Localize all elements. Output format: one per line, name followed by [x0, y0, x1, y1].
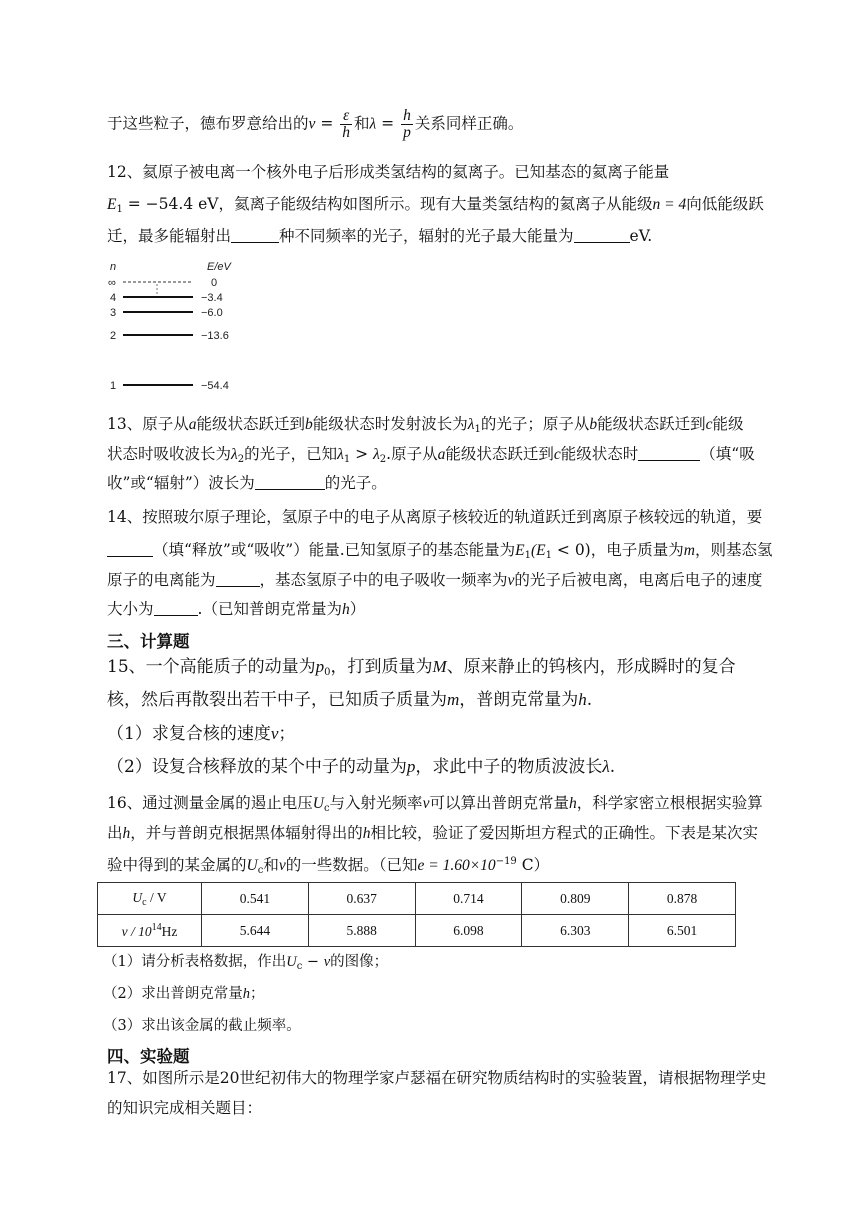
subscript: c: [323, 803, 330, 814]
text: ；: [249, 986, 265, 1002]
text: 原子的电离能为: [107, 571, 216, 589]
symbol-a: a: [188, 416, 197, 433]
n-axis-label: n: [110, 261, 117, 273]
text: eV.: [629, 227, 653, 245]
formula-lambda: λ: [369, 115, 377, 133]
energy-axis-label: E/eV: [207, 261, 231, 273]
symbol-c: c: [705, 416, 713, 433]
table-cell: 5.888: [308, 915, 415, 947]
subscript: c: [142, 896, 147, 908]
text: 能级状态跃迁到: [445, 445, 554, 463]
fraction-num: ε: [340, 108, 352, 125]
symbol-U: U: [132, 889, 143, 905]
q11-text-end: 关系同样正确。: [414, 114, 524, 133]
text: 收”或“辐射”）波长为: [107, 474, 255, 492]
symbol-nu: ν: [278, 857, 286, 874]
symbol-M: M: [432, 657, 447, 676]
fraction-eps-h: [340, 108, 352, 141]
text: 验中得到的某金属的: [107, 856, 247, 874]
q14-line2: [107, 539, 772, 567]
text: ，普朗克常量为: [459, 690, 579, 710]
symbol-p: p: [315, 657, 325, 676]
constant-e: e = 1.60×10: [417, 857, 496, 874]
text: ，打到质量为: [330, 657, 433, 677]
text: （2）设复合核释放的某个中子的动量为: [107, 757, 407, 777]
level-n-label: 2: [110, 330, 117, 342]
answer-blank[interactable]: [107, 541, 153, 557]
level-energy-label: 0: [211, 277, 218, 289]
symbol-nu: ν / 10: [121, 923, 152, 939]
table-cell: 6.501: [629, 915, 736, 947]
symbol-lambda: λ: [373, 446, 380, 463]
symbol-n: n = 4: [652, 196, 687, 213]
text: 和: [263, 856, 279, 874]
operator: −: [302, 954, 324, 970]
fraction-h-p: [401, 108, 413, 141]
q16-line3: [107, 851, 549, 882]
text: 与入射光频率: [329, 794, 423, 812]
symbol-h: h: [341, 601, 350, 618]
symbol-U: U: [246, 857, 258, 874]
text: 能级状态跃迁到: [196, 415, 305, 433]
symbol-lambda: λ: [467, 416, 475, 433]
subscript: c: [296, 961, 303, 972]
text: ，求此中子的物质波波长: [415, 757, 603, 777]
text: 核，然后再散裂出若干中子，已知质子质量为: [107, 690, 447, 710]
text: 可以算出普朗克常量: [429, 794, 569, 812]
q16-line1: [107, 792, 763, 820]
formula-eq: =: [315, 114, 339, 133]
text: ；: [278, 724, 296, 744]
subscript: 1: [116, 204, 123, 215]
subscript: c: [257, 865, 264, 876]
q16-sub3: （3）求出该金属的截止频率。: [103, 1018, 301, 1034]
subscript: 1: [474, 424, 481, 435]
q15-sub1: [107, 722, 295, 746]
subscript: 1: [524, 550, 531, 561]
q11-tail-line: [107, 108, 523, 141]
q16-sub2: [103, 983, 264, 1005]
level-n-label: 4: [110, 292, 117, 304]
text: ，氦离子能级结构如图所示。现有大量类氢结构的氦离子从能级: [218, 195, 653, 213]
subscript: 0: [324, 667, 331, 678]
fraction-num: h: [403, 107, 411, 124]
text: （2）求出普朗克常量: [103, 986, 243, 1002]
text: 、原来静止的钨核内，形成瞬时的复合: [446, 657, 736, 677]
text: 种不同频率的光子，辐射的光子最大能量为: [279, 227, 574, 245]
q12-line1: 12、氦原子被电离一个核外电子后形成类氢结构的氦离子。已知基态的氦离子能量: [107, 163, 670, 181]
operator: >: [350, 445, 374, 463]
text: 的光子后被电离，电离后电子的速度: [514, 571, 763, 589]
q15-line2: [107, 688, 592, 712]
text: 的图像；: [330, 954, 389, 970]
q12-line3: [107, 225, 652, 247]
symbol-lambda: λ: [337, 446, 344, 463]
symbol-nu: ν: [323, 954, 331, 970]
text: （填“吸: [700, 445, 755, 463]
condition-end: < 0): [551, 541, 591, 559]
text: 状态时吸收波长为: [107, 445, 232, 463]
condition: (E: [530, 542, 546, 559]
level-n-label: 1: [110, 380, 117, 392]
text: 能级状态时: [560, 445, 639, 463]
symbol-E: E: [107, 196, 117, 213]
symbol-p: p: [406, 757, 416, 776]
symbol-h: h: [578, 690, 587, 709]
section-heading-experiment: 四、实验题: [107, 1047, 190, 1066]
level-energy-label: −54.4: [201, 380, 229, 392]
answer-blank[interactable]: [638, 445, 700, 461]
text: ，科学家密立根根据实验算: [576, 794, 763, 812]
q17-line1: 17、如图所示是20世纪初伟大的物理学家卢瑟福在研究物质结构时的实验装置，请根据物理学史: [107, 1069, 767, 1087]
text: 大小为: [107, 600, 154, 618]
q13-line3: [107, 472, 387, 494]
q15-line1: [107, 655, 736, 685]
text: ）: [349, 600, 366, 618]
symbol-h: h: [242, 986, 250, 1002]
symbol-E: E: [515, 542, 525, 559]
symbol-b: b: [305, 416, 313, 433]
data-table: [97, 882, 736, 947]
subscript: 1: [545, 550, 552, 561]
text: （填“释放”或“吸收”）能量.已知氢原子的基态能量为: [153, 541, 516, 559]
text: 相比较，验证了爱因斯坦方程式的正确性。下表是某次实: [370, 824, 759, 842]
superscript: −19: [495, 856, 517, 867]
text: 的光子；原子从: [480, 415, 590, 433]
text: 16、通过测量金属的遏止电压: [107, 794, 313, 812]
level-n-label: 3: [110, 307, 117, 319]
formula-nu: ν: [308, 115, 316, 133]
text: 能级状态跃迁到: [597, 415, 706, 433]
subscript: 2: [237, 454, 245, 465]
q13-line1: [107, 413, 744, 441]
fraction-den: h: [342, 124, 350, 141]
symbol-c: c: [553, 446, 561, 463]
symbol-b: b: [589, 416, 598, 433]
q14-line1: 14、按照玻尔原子理论，氢原子中的电子从离原子核较近的轨道跃迁到离原子核较远的轨道，要: [107, 508, 763, 526]
table-cell: 6.098: [415, 915, 522, 947]
table-cell: 0.809: [522, 883, 629, 915]
symbol-h: h: [362, 825, 371, 842]
q15-sub2: [107, 755, 615, 779]
symbol-h: h: [122, 825, 131, 842]
level-energy-label: −13.6: [201, 330, 229, 342]
q14-line3: [107, 569, 762, 592]
symbol-lambda: λ: [231, 446, 238, 463]
symbol-U: U: [312, 795, 324, 812]
symbol-lambda: λ: [602, 757, 610, 776]
q16-sub1: [103, 951, 388, 978]
superscript: 14: [151, 921, 162, 933]
table-row: [98, 883, 736, 915]
table-cell: 6.303: [522, 915, 629, 947]
unit: C: [516, 856, 534, 874]
symbol-U: U: [286, 954, 297, 970]
table-cell: 0.878: [629, 883, 736, 915]
symbol-m: m: [683, 542, 695, 559]
text: .: [586, 690, 593, 710]
symbol-nu: ν: [507, 572, 515, 589]
table-cell: 5.644: [202, 915, 309, 947]
table-row: [98, 915, 736, 947]
text: ，则基态氢: [694, 541, 773, 559]
unit: Hz: [161, 923, 178, 939]
table-cell: 0.714: [415, 883, 522, 915]
unit: / V: [146, 889, 167, 905]
q17-line2: 的知识完成相关题目：: [107, 1099, 263, 1117]
text: 能级状态时发射波长为: [312, 415, 468, 433]
text: .原子从: [386, 445, 438, 463]
q16-line2: [107, 822, 758, 845]
symbol-nu: ν: [422, 795, 430, 812]
subscript: 2: [379, 454, 387, 465]
table-cell: 0.637: [308, 883, 415, 915]
symbol-h: h: [568, 795, 577, 812]
text: 的光子，已知: [244, 445, 338, 463]
q11-and: 和: [354, 114, 370, 133]
value: = −54.4 eV: [122, 195, 219, 213]
text: 出: [107, 824, 123, 842]
level-energy-label: −3.4: [201, 292, 223, 304]
q11-text: 于这些粒子，德布罗意给出的: [107, 114, 309, 133]
text: 15、一个高能质子的动量为: [107, 657, 316, 677]
symbol-m: m: [447, 690, 460, 709]
text: .（已知普朗克常量为: [197, 600, 342, 618]
q14-line4: [107, 598, 365, 621]
text: 的一些数据。（已知: [285, 856, 418, 874]
text: 能级: [712, 415, 744, 433]
fraction-den: p: [403, 124, 411, 141]
subscript: 1: [343, 454, 351, 465]
answer-blank[interactable]: [154, 600, 198, 616]
symbol-a: a: [437, 446, 446, 463]
table-cell: 0.541: [202, 883, 309, 915]
text: ）: [533, 856, 550, 874]
text: ，并与普朗克根据黑体辐射得出的: [130, 824, 363, 842]
energy-level-diagram: [107, 258, 257, 398]
table-header-cell: [98, 883, 202, 915]
text: .: [609, 757, 616, 777]
answer-blank[interactable]: [255, 474, 325, 490]
q13-line2: [107, 443, 755, 471]
text: 向低能级跃: [686, 195, 764, 213]
text: 的光子。: [324, 474, 387, 492]
text: （1）请分析表格数据，作出: [103, 954, 287, 970]
text: ，基态氢原子中的电子吸收一频率为: [259, 571, 508, 589]
text: 迁，最多能辐射出: [107, 227, 232, 245]
text: （1）求复合核的速度: [107, 724, 271, 744]
symbol-v: v: [270, 724, 279, 743]
level-n-label: ∞: [108, 277, 116, 289]
text: 13、原子从: [107, 415, 189, 433]
answer-blank[interactable]: [574, 227, 630, 243]
answer-blank[interactable]: [216, 571, 260, 587]
answer-blank[interactable]: [231, 227, 279, 243]
q12-line2: [107, 193, 764, 221]
section-heading-calculation: 三、计算题: [107, 632, 190, 651]
table-header-cell: [98, 915, 202, 947]
level-energy-label: −6.0: [201, 307, 223, 319]
text: ，电子质量为: [590, 541, 684, 559]
formula-eq: =: [376, 114, 400, 133]
